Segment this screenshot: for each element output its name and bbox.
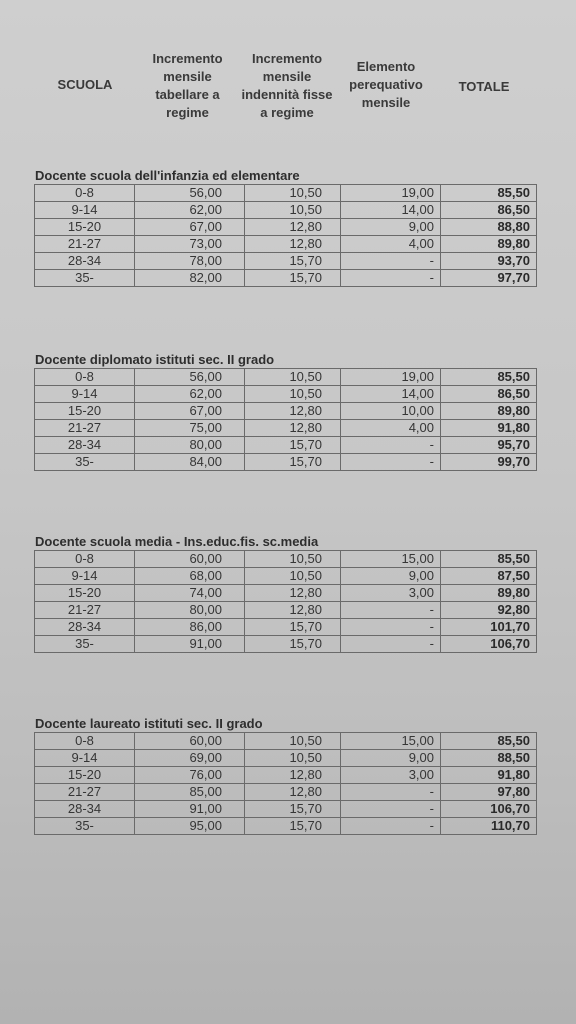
column-header xyxy=(0,0,576,130)
header-scuola: SCUOLA xyxy=(57,77,113,92)
cell-elemento-perequativo: 15,00 xyxy=(341,733,441,750)
section-title: Docente scuola dell'infanzia ed elementare xyxy=(35,168,300,183)
cell-elemento-perequativo: - xyxy=(341,437,441,454)
cell-elemento-perequativo: - xyxy=(341,784,441,801)
cell-totale: 89,80 xyxy=(441,585,537,602)
cell-incremento-indennita: 15,70 xyxy=(245,801,341,818)
table-row xyxy=(35,437,537,454)
cell-incremento-indennita: 12,80 xyxy=(245,403,341,420)
cell-incremento-tabellare: 60,00 xyxy=(135,733,245,750)
header-totale: TOTALE xyxy=(458,79,510,94)
cell-totale: 106,70 xyxy=(441,801,537,818)
table-row xyxy=(35,219,537,236)
cell-totale: 85,50 xyxy=(441,733,537,750)
cell-totale: 110,70 xyxy=(441,818,537,835)
cell-totale: 85,50 xyxy=(441,369,537,386)
cell-incremento-tabellare: 74,00 xyxy=(135,585,245,602)
table-row xyxy=(35,818,537,835)
cell-elemento-perequativo: - xyxy=(341,270,441,287)
cell-elemento-perequativo: - xyxy=(341,619,441,636)
cell-range: 9-14 xyxy=(35,386,135,403)
cell-totale: 93,70 xyxy=(441,253,537,270)
cell-range: 21-27 xyxy=(35,420,135,437)
cell-incremento-indennita: 12,80 xyxy=(245,585,341,602)
cell-totale: 101,70 xyxy=(441,619,537,636)
table-row xyxy=(35,784,537,801)
cell-totale: 88,80 xyxy=(441,219,537,236)
cell-totale: 89,80 xyxy=(441,403,537,420)
cell-elemento-perequativo: 9,00 xyxy=(341,568,441,585)
cell-totale: 97,80 xyxy=(441,784,537,801)
cell-range: 9-14 xyxy=(35,568,135,585)
cell-elemento-perequativo: 9,00 xyxy=(341,219,441,236)
salary-section xyxy=(34,534,536,653)
section-title: Docente laureato istituti sec. II grado xyxy=(35,716,263,731)
cell-incremento-tabellare: 62,00 xyxy=(135,202,245,219)
table-row xyxy=(35,253,537,270)
cell-totale: 91,80 xyxy=(441,767,537,784)
cell-incremento-tabellare: 56,00 xyxy=(135,185,245,202)
cell-range: 15-20 xyxy=(35,585,135,602)
cell-incremento-indennita: 10,50 xyxy=(245,185,341,202)
header-incremento-tabellare: Incremento mensile tabellare a regime xyxy=(152,51,223,120)
table-row xyxy=(35,636,537,653)
cell-range: 9-14 xyxy=(35,202,135,219)
cell-elemento-perequativo: 4,00 xyxy=(341,420,441,437)
cell-incremento-tabellare: 56,00 xyxy=(135,369,245,386)
cell-elemento-perequativo: 15,00 xyxy=(341,551,441,568)
table-row xyxy=(35,236,537,253)
cell-incremento-tabellare: 69,00 xyxy=(135,750,245,767)
cell-range: 35- xyxy=(35,454,135,471)
table-row xyxy=(35,750,537,767)
cell-incremento-tabellare: 68,00 xyxy=(135,568,245,585)
cell-elemento-perequativo: 4,00 xyxy=(341,236,441,253)
cell-elemento-perequativo: 3,00 xyxy=(341,767,441,784)
table-row xyxy=(35,454,537,471)
cell-elemento-perequativo: 10,00 xyxy=(341,403,441,420)
cell-elemento-perequativo: 14,00 xyxy=(341,386,441,403)
cell-incremento-tabellare: 73,00 xyxy=(135,236,245,253)
cell-incremento-indennita: 12,80 xyxy=(245,784,341,801)
salary-section xyxy=(34,716,536,835)
table-row xyxy=(35,733,537,750)
table-row xyxy=(35,602,537,619)
cell-incremento-tabellare: 91,00 xyxy=(135,636,245,653)
cell-elemento-perequativo: 19,00 xyxy=(341,369,441,386)
cell-incremento-tabellare: 86,00 xyxy=(135,619,245,636)
table-row xyxy=(35,420,537,437)
salary-table xyxy=(34,732,537,835)
table-row xyxy=(35,369,537,386)
salary-table xyxy=(34,368,537,471)
cell-incremento-indennita: 12,80 xyxy=(245,236,341,253)
cell-range: 28-34 xyxy=(35,619,135,636)
cell-elemento-perequativo: - xyxy=(341,602,441,619)
cell-incremento-indennita: 15,70 xyxy=(245,437,341,454)
cell-elemento-perequativo: - xyxy=(341,454,441,471)
header-incremento-indennita: Incremento mensile indennità fisse a regime xyxy=(241,51,333,120)
cell-incremento-indennita: 15,70 xyxy=(245,270,341,287)
cell-range: 0-8 xyxy=(35,185,135,202)
cell-incremento-indennita: 15,70 xyxy=(245,636,341,653)
cell-incremento-tabellare: 82,00 xyxy=(135,270,245,287)
cell-elemento-perequativo: 9,00 xyxy=(341,750,441,767)
cell-elemento-perequativo: 3,00 xyxy=(341,585,441,602)
cell-incremento-indennita: 12,80 xyxy=(245,767,341,784)
cell-elemento-perequativo: 19,00 xyxy=(341,185,441,202)
cell-totale: 95,70 xyxy=(441,437,537,454)
cell-totale: 86,50 xyxy=(441,386,537,403)
cell-incremento-indennita: 10,50 xyxy=(245,733,341,750)
cell-incremento-indennita: 12,80 xyxy=(245,420,341,437)
cell-incremento-tabellare: 60,00 xyxy=(135,551,245,568)
cell-incremento-indennita: 15,70 xyxy=(245,619,341,636)
cell-range: 21-27 xyxy=(35,602,135,619)
cell-incremento-indennita: 10,50 xyxy=(245,369,341,386)
cell-range: 0-8 xyxy=(35,369,135,386)
cell-incremento-indennita: 10,50 xyxy=(245,568,341,585)
cell-incremento-tabellare: 84,00 xyxy=(135,454,245,471)
cell-incremento-indennita: 12,80 xyxy=(245,219,341,236)
cell-range: 28-34 xyxy=(35,801,135,818)
cell-incremento-tabellare: 76,00 xyxy=(135,767,245,784)
cell-range: 28-34 xyxy=(35,437,135,454)
cell-incremento-tabellare: 95,00 xyxy=(135,818,245,835)
table-row xyxy=(35,551,537,568)
cell-incremento-indennita: 15,70 xyxy=(245,454,341,471)
cell-elemento-perequativo: - xyxy=(341,818,441,835)
salary-table xyxy=(34,550,537,653)
cell-totale: 97,70 xyxy=(441,270,537,287)
section-title: Docente scuola media - Ins.educ.fis. sc.media xyxy=(35,534,319,549)
table-row xyxy=(35,568,537,585)
cell-range: 35- xyxy=(35,636,135,653)
cell-incremento-indennita: 10,50 xyxy=(245,202,341,219)
cell-totale: 85,50 xyxy=(441,551,537,568)
cell-incremento-tabellare: 85,00 xyxy=(135,784,245,801)
cell-totale: 85,50 xyxy=(441,185,537,202)
table-row xyxy=(35,585,537,602)
cell-totale: 86,50 xyxy=(441,202,537,219)
table-row xyxy=(35,767,537,784)
salary-section xyxy=(34,352,536,471)
cell-range: 21-27 xyxy=(35,784,135,801)
cell-incremento-tabellare: 78,00 xyxy=(135,253,245,270)
cell-totale: 88,50 xyxy=(441,750,537,767)
cell-incremento-tabellare: 80,00 xyxy=(135,602,245,619)
cell-incremento-indennita: 10,50 xyxy=(245,750,341,767)
cell-range: 35- xyxy=(35,818,135,835)
salary-section xyxy=(34,168,536,287)
cell-totale: 99,70 xyxy=(441,454,537,471)
header-elemento-perequativo: Elemento perequativo mensile xyxy=(349,59,423,110)
cell-elemento-perequativo: 14,00 xyxy=(341,202,441,219)
cell-incremento-indennita: 15,70 xyxy=(245,253,341,270)
table-row xyxy=(35,801,537,818)
section-title: Docente diplomato istituti sec. II grado xyxy=(35,352,275,367)
table-row xyxy=(35,386,537,403)
table-row xyxy=(35,403,537,420)
cell-incremento-indennita: 12,80 xyxy=(245,602,341,619)
table-row xyxy=(35,185,537,202)
cell-elemento-perequativo: - xyxy=(341,253,441,270)
cell-range: 9-14 xyxy=(35,750,135,767)
cell-incremento-tabellare: 91,00 xyxy=(135,801,245,818)
cell-range: 15-20 xyxy=(35,767,135,784)
cell-incremento-tabellare: 62,00 xyxy=(135,386,245,403)
cell-incremento-indennita: 15,70 xyxy=(245,818,341,835)
table-row xyxy=(35,202,537,219)
cell-elemento-perequativo: - xyxy=(341,801,441,818)
table-row xyxy=(35,619,537,636)
cell-range: 35- xyxy=(35,270,135,287)
cell-totale: 106,70 xyxy=(441,636,537,653)
cell-range: 15-20 xyxy=(35,403,135,420)
salary-table xyxy=(34,184,537,287)
cell-range: 15-20 xyxy=(35,219,135,236)
cell-incremento-tabellare: 67,00 xyxy=(135,403,245,420)
cell-incremento-indennita: 10,50 xyxy=(245,386,341,403)
cell-elemento-perequativo: - xyxy=(341,636,441,653)
cell-totale: 91,80 xyxy=(441,420,537,437)
cell-range: 28-34 xyxy=(35,253,135,270)
cell-incremento-tabellare: 67,00 xyxy=(135,219,245,236)
cell-range: 21-27 xyxy=(35,236,135,253)
cell-incremento-tabellare: 75,00 xyxy=(135,420,245,437)
cell-incremento-indennita: 10,50 xyxy=(245,551,341,568)
cell-totale: 89,80 xyxy=(441,236,537,253)
table-row xyxy=(35,270,537,287)
cell-totale: 92,80 xyxy=(441,602,537,619)
cell-incremento-tabellare: 80,00 xyxy=(135,437,245,454)
cell-range: 0-8 xyxy=(35,551,135,568)
cell-range: 0-8 xyxy=(35,733,135,750)
cell-totale: 87,50 xyxy=(441,568,537,585)
